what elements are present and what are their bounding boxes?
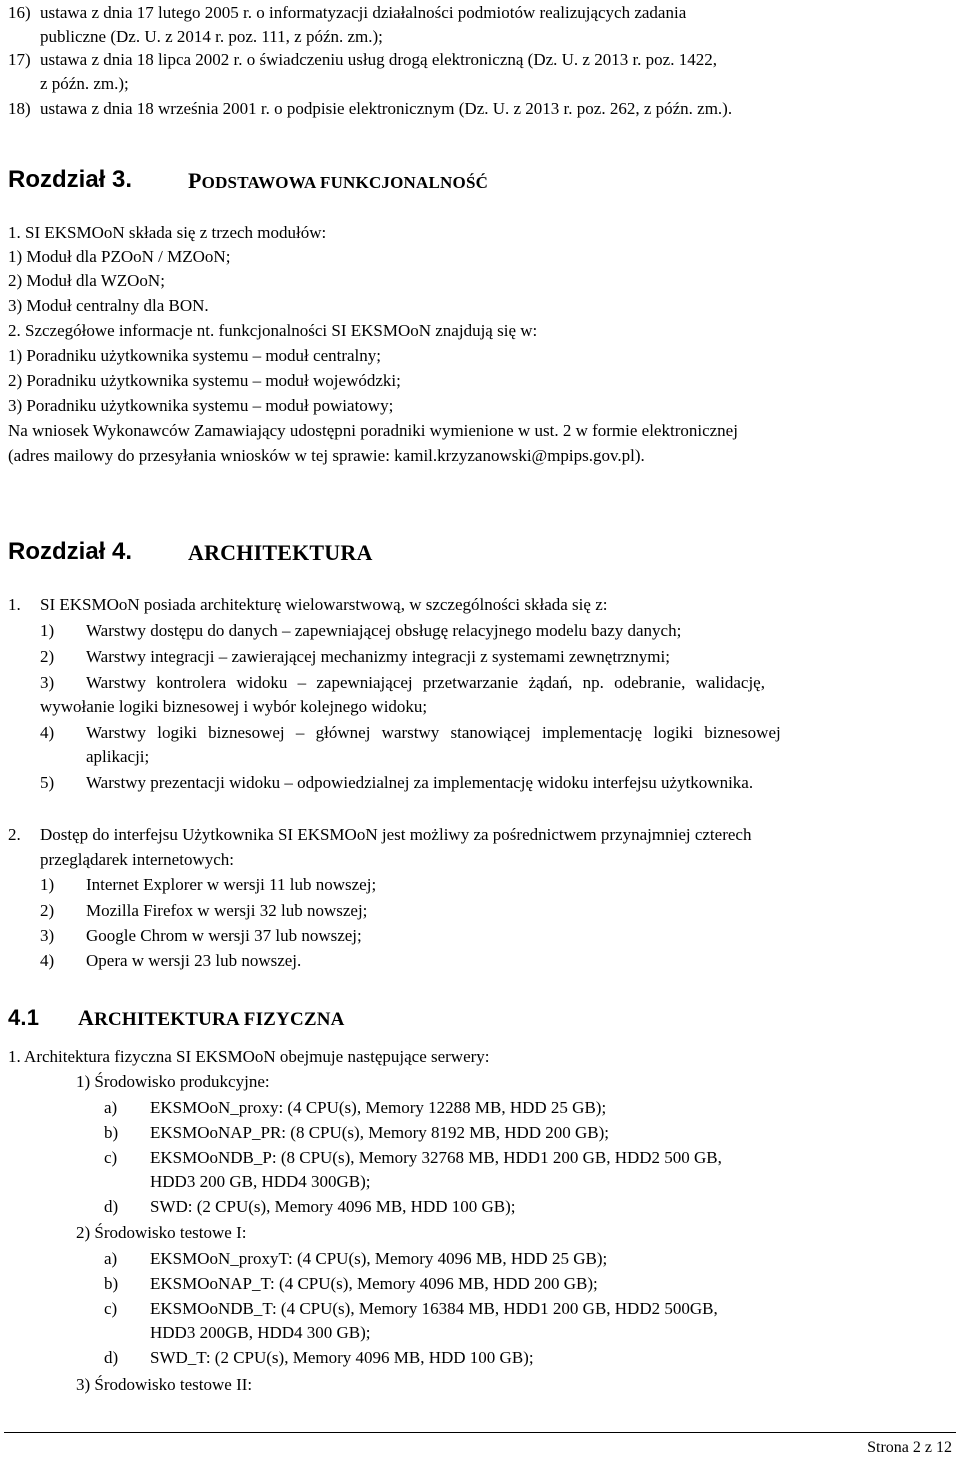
environment-heading: 1) Środowisko produkcyjne: bbox=[76, 1072, 270, 1091]
server-spec: EKSMOoNDB_P: (8 CPU(s), Memory 32768 MB, HDD1 200 GB, HDD2 500 GB, bbox=[150, 1148, 722, 1167]
page-number: Strona 2 z 12 bbox=[867, 1439, 952, 1456]
chapter-title-initial: P bbox=[188, 168, 202, 193]
list-number: 3) bbox=[40, 926, 55, 945]
server-spec: EKSMOoN_proxy: (4 CPU(s), Memory 12288 MB, HDD 25 GB); bbox=[150, 1098, 607, 1117]
list-item: 2) Poradniku użytkownika systemu – moduł wojewódzki; bbox=[8, 371, 401, 390]
paragraph: SI EKSMOoN posiada architekturę wielowarstwową, w szczególności składa się z: bbox=[40, 595, 608, 614]
server-letter: d) bbox=[104, 1197, 119, 1216]
paragraph-continuation: przeglądarek internetowych: bbox=[40, 850, 234, 869]
list-item-text: Internet Explorer w wersji 11 lub nowszej; bbox=[86, 875, 377, 894]
chapter-label: Rozdział 3. bbox=[8, 166, 133, 193]
note-paragraph-continuation: (adres mailowy do przesyłania wniosków w tej sprawie: kamil.krzyzanowski@mpips.gov.pl). bbox=[8, 446, 645, 465]
list-number: 3) bbox=[40, 673, 55, 692]
section-title-initial: A bbox=[78, 1005, 95, 1030]
server-letter: b) bbox=[104, 1123, 119, 1142]
list-item-text: ustawa z dnia 17 lutego 2005 r. o informatyzacji działalności podmiotów realizujących zadania bbox=[40, 3, 687, 22]
chapter-title: ARCHITEKTURA bbox=[188, 540, 373, 565]
chapter-label: Rozdział 4. bbox=[8, 538, 133, 565]
list-number: 5) bbox=[40, 773, 55, 792]
list-number: 17) bbox=[8, 50, 31, 69]
list-number: 4) bbox=[40, 951, 55, 970]
list-item-text: Warstwy dostępu do danych – zapewniającej obsługę relacyjnego modelu bazy danych; bbox=[86, 621, 682, 640]
server-letter: d) bbox=[104, 1348, 119, 1367]
section-title bbox=[78, 1004, 345, 1034]
list-item-text: Opera w wersji 23 lub nowszej. bbox=[86, 951, 302, 970]
server-spec-continuation: HDD3 200GB, HDD4 300 GB); bbox=[150, 1323, 371, 1342]
list-item-text: ustawa z dnia 18 lipca 2002 r. o świadczeniu usług drogą elektroniczną (Dz. U. z 2013 r. poz. 1422, bbox=[40, 50, 717, 69]
list-item-text: Warstwy prezentacji widoku – odpowiedzialnej za implementację widoku interfejsu użytkownika. bbox=[86, 773, 754, 792]
server-spec: SWD: (2 CPU(s), Memory 4096 MB, HDD 100 GB); bbox=[150, 1197, 516, 1216]
list-number: 2) bbox=[40, 647, 55, 666]
list-item-text: Google Chrom w wersji 37 lub nowszej; bbox=[86, 926, 362, 945]
list-item: 1) Poradniku użytkownika systemu – moduł centralny; bbox=[8, 346, 381, 365]
environment-heading: 2) Środowisko testowe I: bbox=[76, 1223, 247, 1242]
list-number: 1) bbox=[40, 875, 55, 894]
server-spec: EKSMOoN_proxyT: (4 CPU(s), Memory 4096 MB, HDD 25 GB); bbox=[150, 1249, 608, 1268]
list-number: 1) bbox=[40, 621, 55, 640]
list-item-text: Warstwy integracji – zawierającej mechanizmy integracji z systemami zewnętrznymi; bbox=[86, 647, 670, 666]
chapter-title bbox=[188, 167, 488, 197]
server-spec: EKSMOoNAP_T: (4 CPU(s), Memory 4096 MB, HDD 200 GB); bbox=[150, 1274, 598, 1293]
server-spec: EKSMOoNAP_PR: (8 CPU(s), Memory 8192 MB, HDD 200 GB); bbox=[150, 1123, 610, 1142]
paragraph: 2. Szczegółowe informacje nt. funkcjonalności SI EKSMOoN znajdują się w: bbox=[8, 321, 538, 340]
paragraph-number: 1. bbox=[8, 595, 21, 614]
note-paragraph: Na wniosek Wykonawców Zamawiający udostępni poradniki wymienione w ust. 2 w formie elektronicznej bbox=[8, 421, 738, 440]
server-letter: a) bbox=[104, 1098, 118, 1117]
server-letter: c) bbox=[104, 1299, 118, 1318]
list-item-continuation: z późn. zm.); bbox=[40, 74, 129, 93]
list-item-text: Warstwy logiki biznesowej – głównej warstwy stanowiącej implementację logiki biznesowej bbox=[86, 723, 781, 742]
list-number: 16) bbox=[8, 3, 31, 22]
chapter-title-rest: ODSTAWOWA FUNKCJONALNOŚĆ bbox=[201, 173, 489, 192]
server-spec-continuation: HDD3 200 GB, HDD4 300GB); bbox=[150, 1172, 371, 1191]
list-item: 1) Moduł dla PZOoN / MZOoN; bbox=[8, 247, 231, 266]
list-item-continuation: publiczne (Dz. U. z 2014 r. poz. 111, z późn. zm.); bbox=[40, 27, 383, 46]
list-item-continuation: aplikacji; bbox=[86, 747, 150, 766]
list-number: 18) bbox=[8, 99, 31, 118]
paragraph: 1. Architektura fizyczna SI EKSMOoN obejmuje następujące serwery: bbox=[8, 1047, 490, 1066]
list-number: 4) bbox=[40, 723, 55, 742]
section-number: 4.1 bbox=[8, 1005, 40, 1030]
paragraph: Dostęp do interfejsu Użytkownika SI EKSMOoN jest możliwy za pośrednictwem przynajmniej czterech bbox=[40, 825, 752, 844]
server-spec: EKSMOoNDB_T: (4 CPU(s), Memory 16384 MB, HDD1 200 GB, HDD2 500GB, bbox=[150, 1299, 718, 1318]
server-spec: SWD_T: (2 CPU(s), Memory 4096 MB, HDD 100 GB); bbox=[150, 1348, 534, 1367]
list-item-text: ustawa z dnia 18 września 2001 r. o podpisie elektronicznym (Dz. U. z 2013 r. poz. 262, z późn. zm.). bbox=[40, 99, 733, 118]
list-item: 2) Moduł dla WZOoN; bbox=[8, 271, 165, 290]
server-letter: a) bbox=[104, 1249, 118, 1268]
section-title-rest: RCHITEKTURA FIZYCZNA bbox=[94, 1009, 345, 1030]
list-item: 3) Poradniku użytkownika systemu – moduł powiatowy; bbox=[8, 396, 394, 415]
list-item-text: Warstwy kontrolera widoku – zapewniającej przetwarzanie żądań, np. odebranie, walidację, bbox=[86, 673, 765, 692]
paragraph: 1. SI EKSMOoN składa się z trzech modułów: bbox=[8, 223, 327, 242]
server-letter: b) bbox=[104, 1274, 119, 1293]
list-item: 3) Moduł centralny dla BON. bbox=[8, 296, 209, 315]
environment-heading: 3) Środowisko testowe II: bbox=[76, 1375, 253, 1394]
paragraph-number: 2. bbox=[8, 825, 21, 844]
list-item-text: Mozilla Firefox w wersji 32 lub nowszej; bbox=[86, 901, 368, 920]
server-letter: c) bbox=[104, 1148, 118, 1167]
list-number: 2) bbox=[40, 901, 55, 920]
list-item-continuation: wywołanie logiki biznesowej i wybór kolejnego widoku; bbox=[40, 697, 428, 716]
footer-divider bbox=[4, 1432, 956, 1433]
